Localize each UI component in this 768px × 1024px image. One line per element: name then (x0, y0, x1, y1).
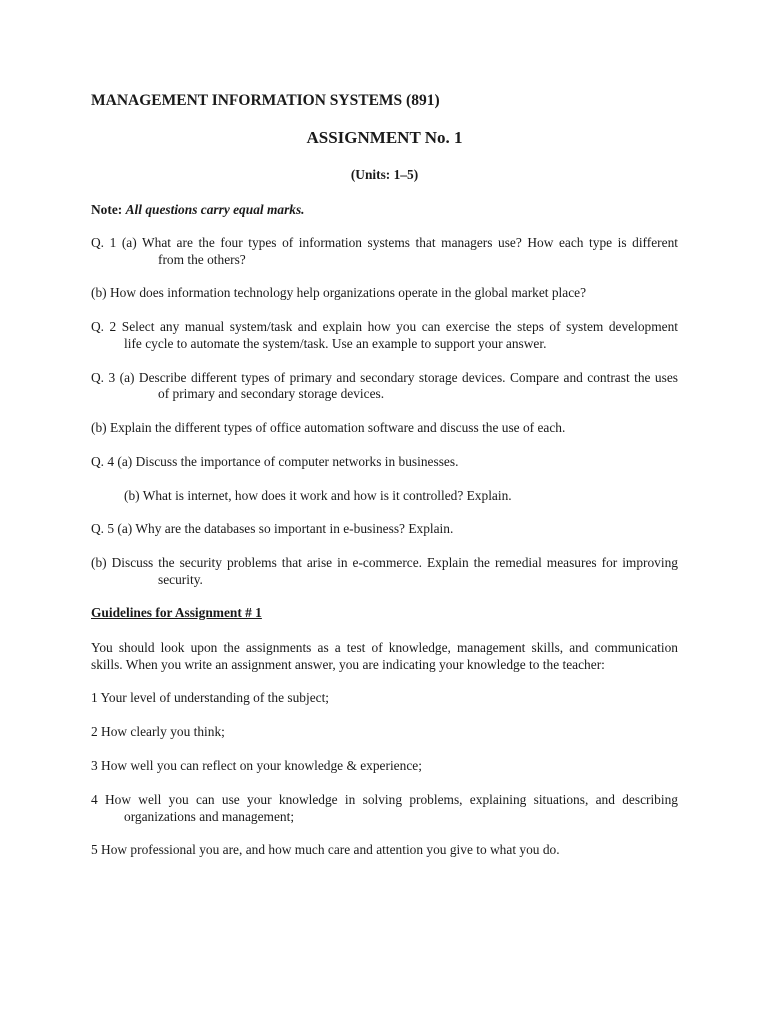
guideline-item-4-line-1: 4 How well you can use your knowledge in solving problems, explaining situations, and describing (91, 792, 678, 807)
question-4a: Q. 4 (a) Discuss the importance of computer networks in businesses. (91, 454, 459, 469)
question-2-line-1: Q. 2 Select any manual system/task and explain how you can exercise the steps of system development (91, 319, 678, 334)
question-3a-line-2: of primary and secondary storage devices. (158, 386, 385, 401)
question-5b-line-2: security. (158, 572, 203, 587)
assignment-title: ASSIGNMENT No. 1 (306, 128, 463, 147)
note-label: Note: (91, 202, 123, 217)
question-1b: (b) How does information technology help organizations operate in the global market place? (91, 285, 587, 300)
question-1a-line-1: Q. 1 (a) What are the four types of information systems that managers use? How each type is different (91, 235, 678, 250)
note-text: All questions carry equal marks. (125, 202, 305, 217)
question-3b: (b) Explain the different types of office automation software and discuss the use of each. (91, 420, 566, 435)
question-5b-line-1: (b) Discuss the security problems that arise in e-commerce. Explain the remedial measures for improving (91, 555, 678, 570)
document-page (91, 0, 678, 1024)
guideline-item-2: 2 How clearly you think; (91, 724, 225, 739)
guidelines-intro-line-2: skills. When you write an assignment answer, you are indicating your knowledge to the teacher: (91, 657, 605, 672)
note-line (91, 201, 305, 218)
question-3a-line-1: Q. 3 (a) Describe different types of primary and secondary storage devices. Compare and contrast the uses (91, 370, 678, 385)
units-line: (Units: 1–5) (350, 167, 419, 182)
guidelines-heading: Guidelines for Assignment # 1 (91, 605, 262, 620)
question-5a: Q. 5 (a) Why are the databases so important in e-business? Explain. (91, 521, 454, 536)
question-1a-line-2: from the others? (158, 252, 246, 267)
guidelines-intro-line-1: You should look upon the assignments as a test of knowledge, management skills, and communication (91, 640, 678, 655)
guideline-item-4-line-2: organizations and management; (124, 809, 295, 824)
question-2-line-2: life cycle to automate the system/task. Use an example to support your answer. (124, 336, 547, 351)
question-4b: (b) What is internet, how does it work and how is it controlled? Explain. (124, 488, 512, 503)
guideline-item-3: 3 How well you can reflect on your knowledge & experience; (91, 758, 422, 773)
guideline-item-5: 5 How professional you are, and how much care and attention you give to what you do. (91, 842, 560, 857)
guideline-item-1: 1 Your level of understanding of the subject; (91, 690, 330, 705)
course-title: MANAGEMENT INFORMATION SYSTEMS (891) (91, 92, 440, 109)
